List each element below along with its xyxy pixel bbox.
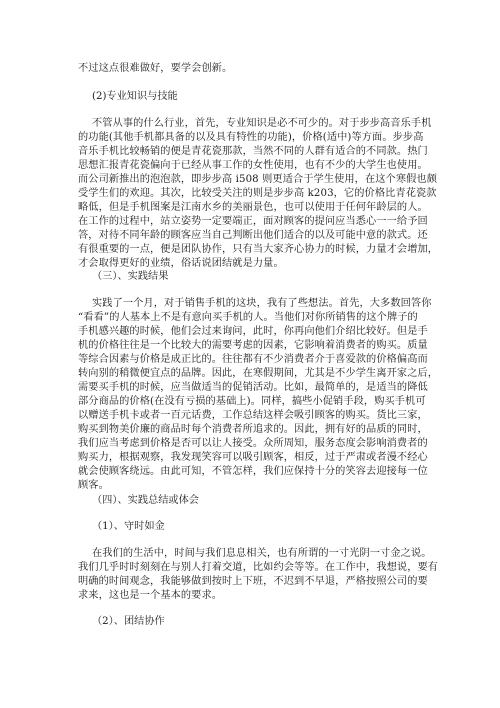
paragraph-line: 购买到物美价廉的商品时每个消费者所追求的。因此，拥有好的品质的同时， — [78, 424, 428, 435]
paragraph-line: 不管从事的什么行业，首先，专业知识是必不可少的。对于步步高音乐手机 — [92, 118, 432, 129]
section-heading: （三）、实践结果 — [92, 271, 169, 282]
paragraph-line: 部分商品的价格(在没有亏损的基础上)。同样，搞些小促销手段，购买手机可 — [78, 396, 426, 407]
subsection-heading: （1）、守时如金 — [92, 521, 165, 532]
paragraph-line: 求来，这也是一个基本的要求。 — [78, 590, 223, 601]
paragraph-line: 在我们的生活中，时间与我们息息相关，也有所谓的一寸光阴一寸金之说。 — [92, 548, 432, 559]
paragraph-line: 需要买手机的时候，应当做适当的促销活动。比如，最简单的，是适当的降低 — [78, 382, 428, 393]
paragraph-line: 顾客。 — [78, 480, 109, 491]
section-heading: (2)专业知识与技能 — [92, 91, 178, 102]
paragraph-line: 受学生们的欢迎。其次，比较受关注的则是步步高 k203，它的价格比青花瓷款 — [78, 188, 437, 199]
paragraph-line: 手机感兴趣的时候，他们会过来询问，此时，你再向他们介绍比较好。但是手 — [78, 326, 428, 337]
section-heading: （四）、实践总结或体会 — [92, 495, 199, 506]
paragraph-line: 机的价格往往是一个比较大的需要考虑的因素，它影响着消费者的购买。质量 — [78, 340, 428, 351]
paragraph-line: 就会使顾客绕远。由此可知，不管怎样，我们应保持十分的笑容去迎接每一位 — [78, 466, 428, 477]
paragraph-line: 在工作的过程中，站立姿势一定要端正，面对顾客的提问应当悉心一一给予回 — [78, 216, 428, 227]
paragraph-line: 我们应当考虑到价格是否可以让人接受。众所周知，服务态度会影响消费者的 — [78, 438, 428, 449]
paragraph-line: 而公司新推出的泡泡款，即步步高 i508 则更适合于学生使用，在这个寒假也颇 — [78, 174, 437, 185]
paragraph-line: 不过这点很难做好，要学会创新。 — [78, 63, 233, 74]
paragraph-line: 明确的时间观念，我能够做到按时上下班，不迟到不早退，严格按照公司的要 — [78, 576, 428, 587]
paragraph-line: 的功能(其他手机都具备的以及具有特性的功能)，价格(适中)等方面。步步高 — [78, 132, 424, 143]
paragraph-line: 实践了一个月，对于销售手机的这块，我有了些想法。首先，大多数回答你 — [92, 298, 432, 309]
paragraph-line: 等综合因素与价格是成正比的。往往都有不少消费者介于喜爱款的价格偏高而 — [78, 354, 428, 365]
paragraph-line: 我们几乎时时刻刻在与别人打着交道，比如约会等等。在工作中，我想说，要有 — [78, 562, 439, 573]
paragraph-line: 转向别的稍微便宜点的品牌。因此，在寒假期间，尤其是不少学生离开家之后， — [78, 368, 439, 379]
paragraph-line: 以赠送手机卡或者一百元话费，工作总结这样会吸引顾客的购买。货比三家， — [78, 410, 428, 421]
paragraph-line: “看看”的人基本上不是有意向买手机的人。当他们对你所销售的这个牌子的 — [78, 312, 418, 323]
paragraph-line: 略低，但是手机图案是江南水乡的美丽景色，也可以使用于任何年龄层的人。 — [78, 202, 428, 213]
paragraph-line: 答，对待不同年龄的顾客应当自己判断出他们适合的以及可能中意的款式。还 — [78, 230, 428, 241]
subsection-heading: （2）、团结协作 — [92, 616, 165, 627]
paragraph-line: 思想汇报青花瓷偏向于已经从事工作的女性使用，也有不少的大学生也使用。 — [78, 160, 428, 171]
paragraph-line: 才会取得更好的业绩，俗话说团结就是力量。 — [78, 258, 284, 269]
paragraph-line: 有很重要的一点，便是团队协作，只有当大家齐心协力的时候，力量才会增加， — [78, 244, 439, 255]
paragraph-line: 音乐手机比较畅销的便是青花瓷那款，当然不同的人群有适合的不同款。热门 — [78, 146, 428, 157]
paragraph-line: 购买力，根据观察，我发现笑容可以吸引顾客，相反，过于严肃或者漫不经心 — [78, 452, 428, 463]
